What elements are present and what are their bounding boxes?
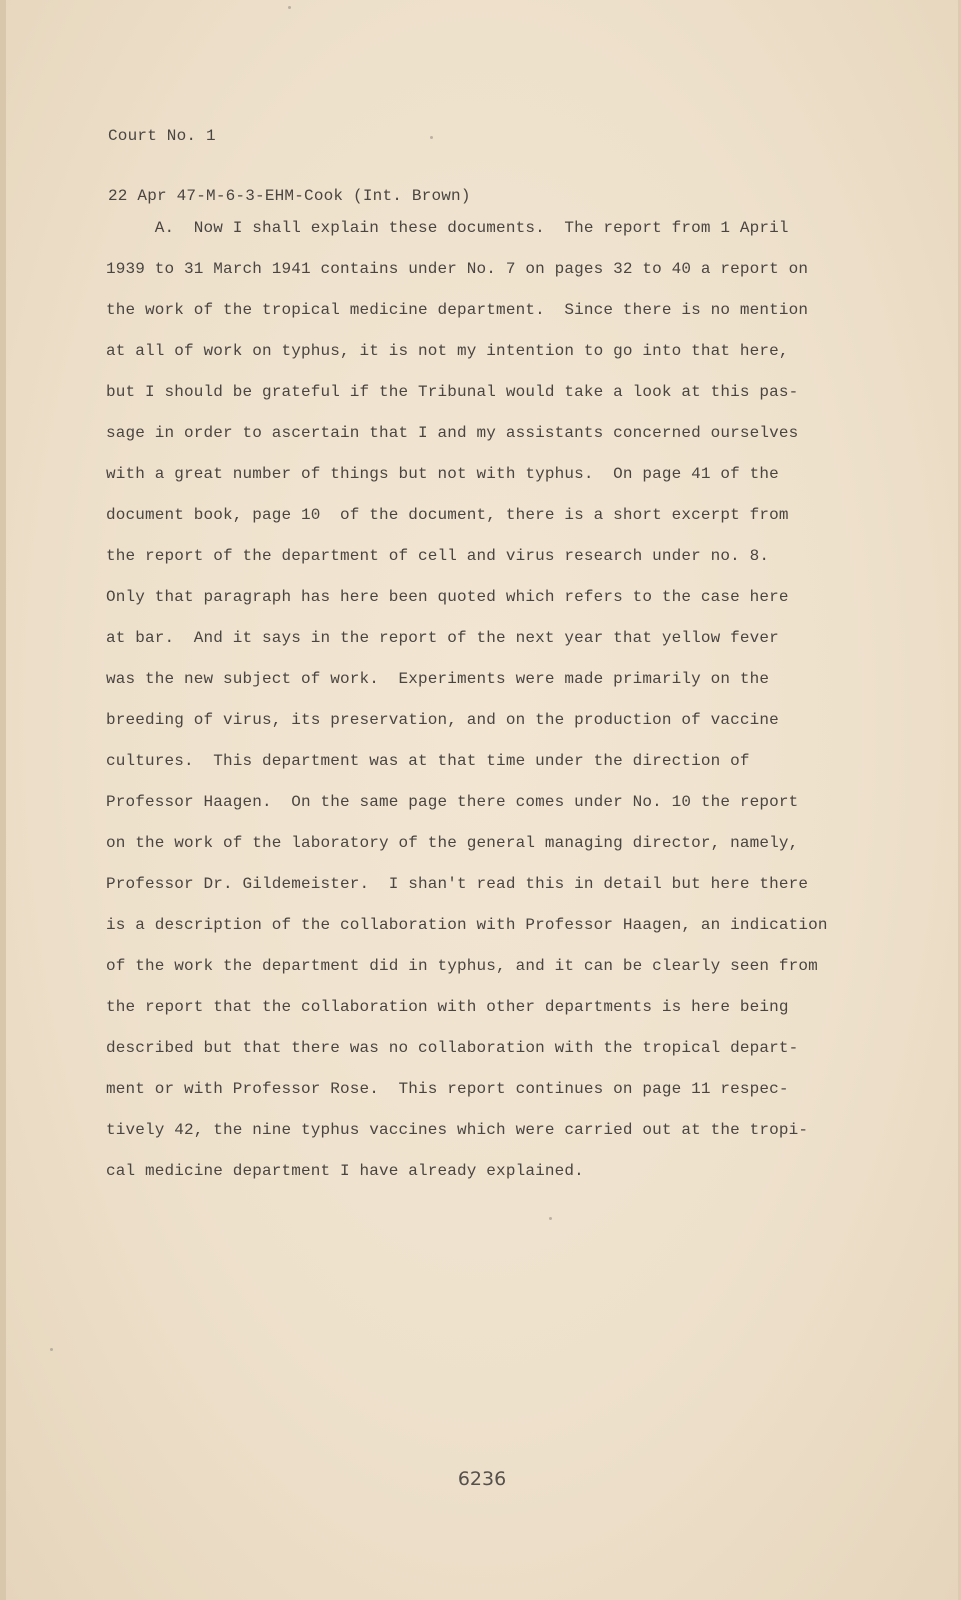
testimony-text — [106, 208, 866, 1192]
text-line: 1939 to 31 March 1941 contains under No. 7 on pages 32 to 40 a report on — [106, 260, 809, 278]
page-number: 6236 — [457, 1468, 507, 1490]
text-line: ment or with Professor Rose. This report continues on page 11 respec- — [106, 1080, 789, 1098]
session-reference: 22 Apr 47-M-6-3-EHM-Cook (Int. Brown) — [108, 187, 471, 205]
text-line: Professor Dr. Gildemeister. I shan't read this in detail but here there — [106, 875, 809, 893]
text-line: at all of work on typhus, it is not my intention to go into that here, — [106, 342, 789, 360]
text-line: Only that paragraph has here been quoted which refers to the case here — [106, 588, 789, 606]
text-line: breeding of virus, its preservation, and on the production of vaccine — [106, 711, 779, 729]
court-number: Court No. 1 — [108, 127, 216, 145]
text-line: is a description of the collaboration with Professor Haagen, an indication — [106, 916, 828, 934]
text-line: was the new subject of work. Experiments were made primarily on the — [106, 670, 770, 688]
text-line: document book, page 10 of the document, there is a short excerpt from — [106, 506, 789, 524]
paper-speck — [430, 136, 433, 139]
text-line: the report of the department of cell and virus research under no. 8. — [106, 547, 770, 565]
text-line: at bar. And it says in the report of the next year that yellow fever — [106, 629, 779, 647]
text-line: tively 42, the nine typhus vaccines which were carried out at the tropi- — [106, 1121, 809, 1139]
text-line: of the work the department did in typhus, and it can be clearly seen from — [106, 957, 818, 975]
text-line: described but that there was no collaboration with the tropical depart- — [106, 1039, 799, 1057]
paper-speck — [288, 6, 291, 9]
paper-speck — [50, 1348, 53, 1351]
text-line: but I should be grateful if the Tribunal would take a look at this pas- — [106, 383, 799, 401]
text-line: on the work of the laboratory of the general managing director, namely, — [106, 834, 799, 852]
text-line: the work of the tropical medicine department. Since there is no mention — [106, 301, 809, 319]
text-line: sage in order to ascertain that I and my assistants concerned ourselves — [106, 424, 799, 442]
paper-speck — [549, 1217, 552, 1220]
text-line: cal medicine department I have already explained. — [106, 1162, 584, 1180]
text-line: with a great number of things but not with typhus. On page 41 of the — [106, 465, 779, 483]
text-line: A. Now I shall explain these documents. The report from 1 April — [106, 219, 789, 237]
text-line: the report that the collaboration with other departments is here being — [106, 998, 789, 1016]
text-line: cultures. This department was at that time under the direction of — [106, 752, 750, 770]
text-line: Professor Haagen. On the same page there comes under No. 10 the report — [106, 793, 799, 811]
